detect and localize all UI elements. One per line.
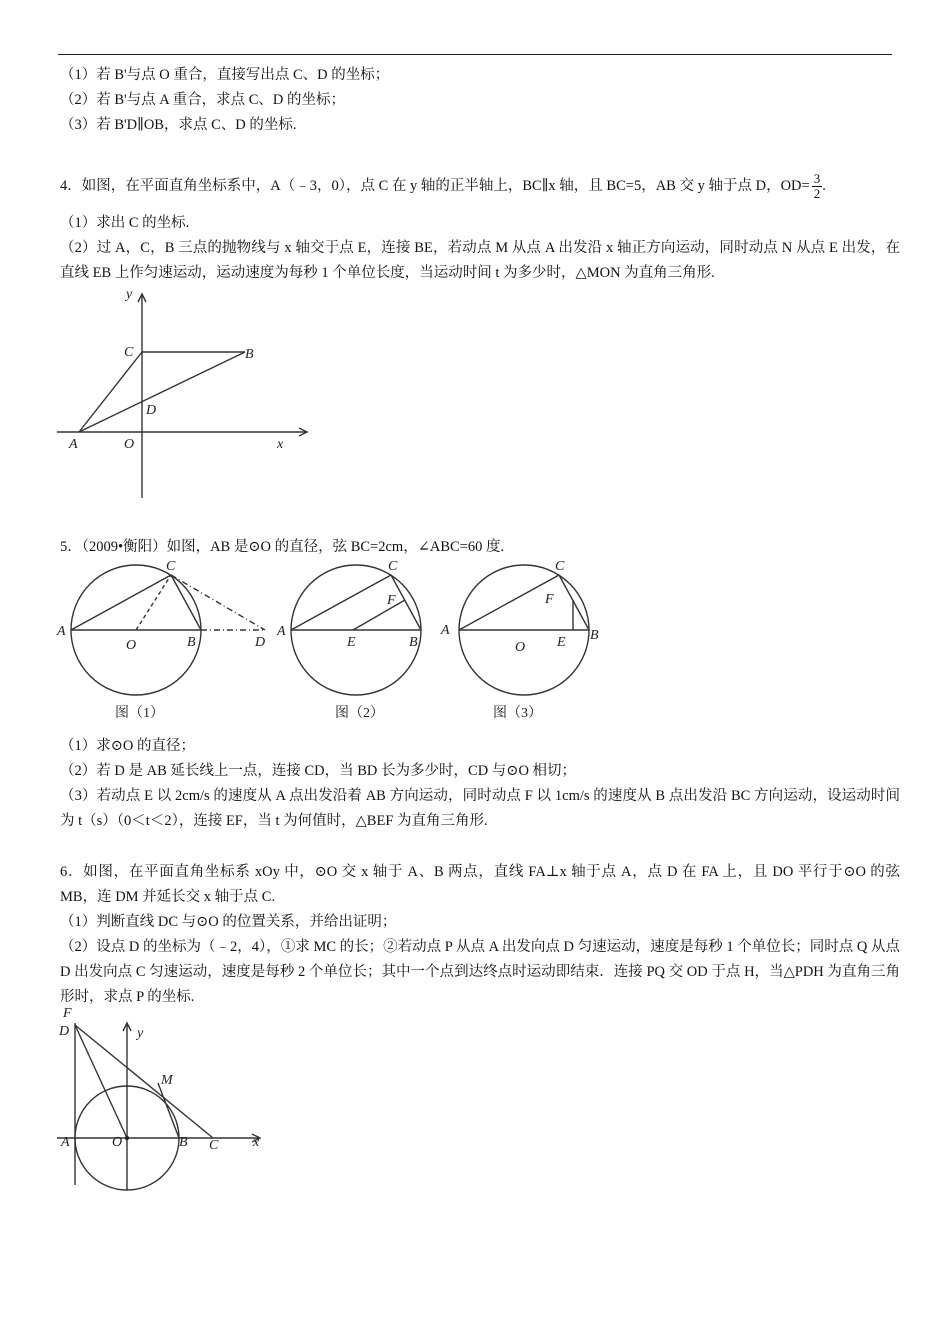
q5-figures [55, 555, 615, 730]
q6-label-A: A [61, 1135, 70, 1150]
q4-label-O: O [124, 437, 135, 452]
q5-part-3: （3）若动点 E 以 2cm/s 的速度从 A 点出发沿着 AB 方向运动，同时动点 F 以 1cm/s 的速度从 B 点出发沿 BC 方向运动，设运动时间为 t（s）（0＜t＜2），连接 EF，当 t 为何值时，△BEF 为直角三角形. [60, 788, 900, 829]
q5-fig2-caption: 图（2） [335, 706, 384, 721]
q5-fig3-label-O: O [515, 640, 526, 655]
q3-part-1: （1）若 B'与点 O 重合，直接写出点 C、D 的坐标； [60, 67, 390, 83]
q6-part-2: （2）设点 D 的坐标为（﹣2，4），①求 MC 的长；②若动点 P 从点 A 出发向点 D 匀速运动，速度是每秒 1 个单位长；同时点 Q 从点 D 出发向点 C 匀速运动，速度是每秒 2 个单位长；其中一个点到达终点时运动即结束．连接 PQ 交 OD 于点 H，当△PDH 为直角三角形时，求点 P 的坐标. [60, 939, 900, 1005]
q5-fig2-label-A: A [277, 624, 286, 639]
q3-part-2: （2）若 B'与点 A 重合，求点 C、D 的坐标； [60, 92, 345, 108]
q5-fig2-label-F: F [387, 593, 396, 608]
q5-fig3-label-A: A [441, 623, 450, 638]
q5-fig3-label-B: B [590, 628, 599, 643]
q5-fig2-label-B: B [409, 635, 418, 650]
q4-od-fraction [812, 172, 823, 201]
q4-segment-AB [79, 352, 245, 432]
q3-part-3: （3）若 B'D∥OB，求点 C、D 的坐标. [60, 117, 297, 133]
q5-fig1-label-C: C [166, 559, 176, 574]
q4-label-y: y [126, 287, 133, 302]
q4-od-label: OD= [780, 177, 810, 194]
q4-stem-text: 4．如图，在平面直角坐标系中，A（﹣3，0），点 C 在 y 轴的正半轴上，BC∥x 轴，且 BC=5，AB 交 y 轴于点 D， [60, 177, 781, 194]
q4-label-B: B [245, 347, 254, 362]
q4-stem [60, 172, 826, 201]
q5-fig3-CB [559, 575, 589, 630]
q6-segment-DC [75, 1025, 213, 1138]
q4-part-2: （2）过 A，C，B 三点的抛物线与 x 轴交于点 E，连接 BE，若动点 M 从点 A 出发沿 x 轴正方向运动，同时动点 N 从点 E 出发，在直线 EB 上作匀速运动，运动速度为每秒 1 个单位长度，当运动时间 t 为多少时，△MON 为直角三角形. [60, 240, 900, 281]
q5-fig1-label-B: B [187, 635, 196, 650]
q5-fig2-EF [353, 600, 405, 630]
q5-part-2: （2）若 D 是 AB 延长线上一点，连接 CD，当 BD 长为多少时，CD 与⊙O 相切； [60, 763, 577, 779]
q5-fig3-label-F: F [545, 592, 554, 607]
q6-segment-MB [158, 1083, 179, 1138]
q4-segment-AC [79, 352, 142, 432]
q5-fig2-AC [291, 575, 391, 630]
q6-figure [55, 1005, 285, 1195]
q5-fig3-AC [459, 575, 559, 630]
q6-label-x: x [253, 1135, 260, 1150]
q4-od-end: . [822, 177, 826, 194]
q5-fig2-label-E: E [347, 635, 356, 650]
q5-fig1-OC [136, 575, 171, 630]
q6-label-D: D [59, 1024, 70, 1039]
q5-fig1-caption: 图（1） [115, 706, 164, 721]
q5-fig1-label-A: A [57, 624, 66, 639]
q6-label-O: O [112, 1135, 123, 1150]
q5-fig2-label-C: C [388, 559, 398, 574]
q6-label-B: B [179, 1135, 188, 1150]
q5-fig3-label-E: E [557, 635, 566, 650]
q5-fig1-CD [171, 575, 265, 630]
q5-fig1-AC [71, 575, 171, 630]
q6-label-y: y [137, 1026, 144, 1041]
q4-label-D: D [146, 403, 157, 418]
q6-label-M: M [161, 1073, 173, 1088]
q4-part-1: （1）求出 C 的坐标. [60, 215, 190, 231]
header-rule [58, 54, 892, 55]
q6-origin-dot [125, 1136, 129, 1140]
q5-fig3-caption: 图（3） [493, 706, 542, 721]
q5-part-1: （1）求⊙O 的直径； [60, 738, 195, 754]
q6-segment-DO [75, 1025, 127, 1138]
q4-od-numerator: 3 [813, 171, 821, 186]
q6-label-C: C [209, 1138, 219, 1153]
q6-stem: 6．如图，在平面直角坐标系 xOy 中，⊙O 交 x 轴于 A、B 两点，直线 FA⊥x 轴于点 A，点 D 在 FA 上，且 DO 平行于⊙O 的弦 MB，连 DM 并延长交 x 轴于点 C. [60, 864, 900, 905]
q6-label-F: F [63, 1006, 72, 1021]
q4-od-denominator: 2 [813, 186, 821, 201]
q5-stem: 5．（2009•衡阳）如图，AB 是⊙O 的直径，弦 BC=2cm，∠ABC=60 度. [60, 539, 505, 555]
q5-fig1-label-O: O [126, 638, 137, 653]
q5-fig1-label-D: D [255, 635, 266, 650]
q4-figure [55, 282, 325, 504]
q4-label-A: A [69, 437, 78, 452]
q4-label-C: C [124, 345, 134, 360]
q5-fig3-label-C: C [555, 559, 565, 574]
q4-label-x: x [277, 437, 284, 452]
q6-part-1: （1）判断直线 DC 与⊙O 的位置关系，并给出证明； [60, 914, 397, 930]
